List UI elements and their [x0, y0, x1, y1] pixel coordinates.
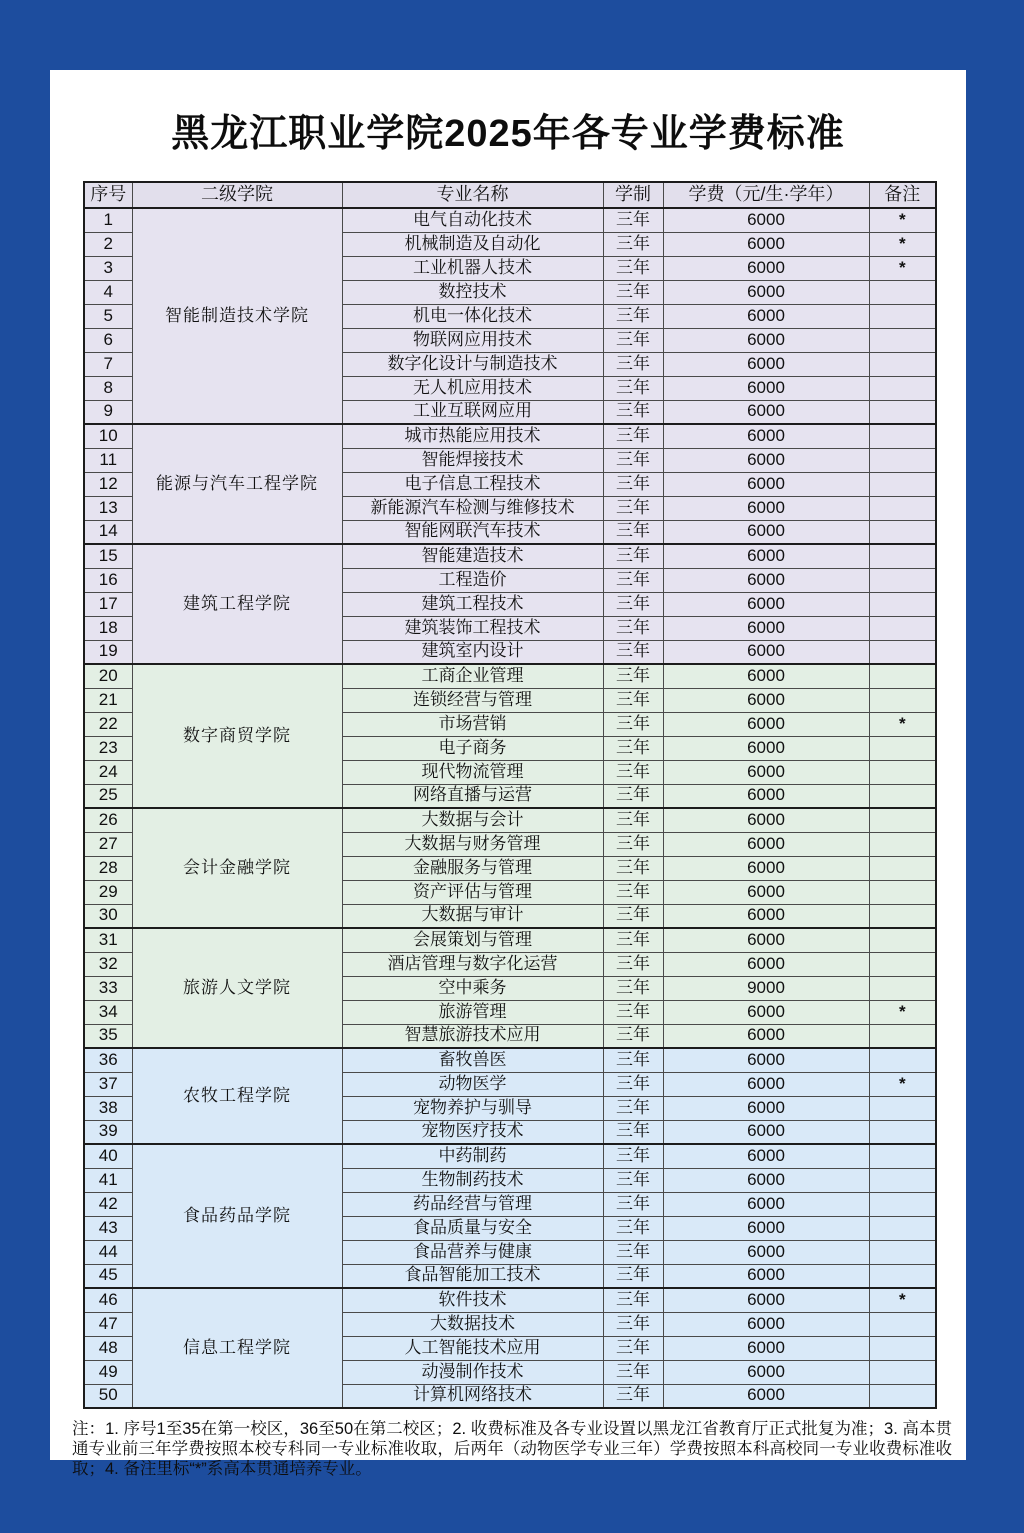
row-index: 37 [84, 1072, 132, 1096]
note-mark [869, 1336, 936, 1360]
fee-amount: 6000 [663, 1264, 869, 1288]
row-index: 40 [84, 1144, 132, 1168]
row-index: 48 [84, 1336, 132, 1360]
duration: 三年 [603, 496, 663, 520]
row-index: 50 [84, 1384, 132, 1408]
row-index: 1 [84, 208, 132, 232]
major-name: 中药制药 [342, 1144, 603, 1168]
note-mark [869, 496, 936, 520]
row-index: 9 [84, 400, 132, 424]
fee-amount: 6000 [663, 304, 869, 328]
college-name: 建筑工程学院 [132, 544, 342, 664]
row-index: 19 [84, 640, 132, 664]
row-index: 43 [84, 1216, 132, 1240]
duration: 三年 [603, 1360, 663, 1384]
major-name: 工业互联网应用 [342, 400, 603, 424]
fee-amount: 6000 [663, 424, 869, 448]
note-mark [869, 280, 936, 304]
row-index: 45 [84, 1264, 132, 1288]
table-row [84, 1048, 936, 1072]
duration: 三年 [603, 832, 663, 856]
major-name: 城市热能应用技术 [342, 424, 603, 448]
row-index: 22 [84, 712, 132, 736]
fee-table-body [84, 208, 936, 1408]
header-fee: 学费（元/生·学年） [663, 182, 869, 208]
note-mark [869, 1168, 936, 1192]
major-name: 旅游管理 [342, 1000, 603, 1024]
row-index: 26 [84, 808, 132, 832]
row-index: 21 [84, 688, 132, 712]
duration: 三年 [603, 1096, 663, 1120]
major-name: 软件技术 [342, 1288, 603, 1312]
row-index: 20 [84, 664, 132, 688]
major-name: 宠物医疗技术 [342, 1120, 603, 1144]
row-index: 3 [84, 256, 132, 280]
fee-amount: 6000 [663, 328, 869, 352]
college-name: 农牧工程学院 [132, 1048, 342, 1144]
fee-amount: 6000 [663, 1384, 869, 1408]
row-index: 17 [84, 592, 132, 616]
major-name: 生物制药技术 [342, 1168, 603, 1192]
fee-amount: 6000 [663, 496, 869, 520]
note-mark [869, 400, 936, 424]
fee-amount: 6000 [663, 808, 869, 832]
duration: 三年 [603, 1336, 663, 1360]
duration: 三年 [603, 352, 663, 376]
duration: 三年 [603, 568, 663, 592]
fee-amount: 6000 [663, 1024, 869, 1048]
fee-amount: 6000 [663, 1312, 869, 1336]
row-index: 8 [84, 376, 132, 400]
note-mark [869, 520, 936, 544]
fee-amount: 6000 [663, 952, 869, 976]
table-row [84, 424, 936, 448]
fee-amount: 6000 [663, 280, 869, 304]
note-mark [869, 1264, 936, 1288]
footnote: 注：1. 序号1至35在第一校区，36至50在第二校区；2. 收费标准及各专业设置以黑龙江省教育厅正式批复为准；3. 高本贯通专业前三年学费按照本校专科同一专业标准收取，后两年（动物医学专业三年）学费按照本科高校同一专业收费标准收取；4. 备注里标“*”系高本贯通培养专业。 [72, 1420, 952, 1479]
fee-amount: 6000 [663, 592, 869, 616]
header-index: 序号 [84, 182, 132, 208]
row-index: 29 [84, 880, 132, 904]
duration: 三年 [603, 544, 663, 568]
major-name: 物联网应用技术 [342, 328, 603, 352]
major-name: 宠物养护与驯导 [342, 1096, 603, 1120]
major-name: 建筑室内设计 [342, 640, 603, 664]
college-name: 能源与汽车工程学院 [132, 424, 342, 544]
row-index: 14 [84, 520, 132, 544]
major-name: 食品智能加工技术 [342, 1264, 603, 1288]
duration: 三年 [603, 424, 663, 448]
row-index: 7 [84, 352, 132, 376]
fee-amount: 6000 [663, 904, 869, 928]
table-row [84, 808, 936, 832]
note-mark [869, 328, 936, 352]
row-index: 11 [84, 448, 132, 472]
fee-amount: 6000 [663, 856, 869, 880]
note-mark [869, 736, 936, 760]
row-index: 33 [84, 976, 132, 1000]
table-row [84, 664, 936, 688]
header-major: 专业名称 [342, 182, 603, 208]
row-index: 2 [84, 232, 132, 256]
fee-table-header [84, 182, 936, 208]
note-mark [869, 376, 936, 400]
duration: 三年 [603, 448, 663, 472]
fee-amount: 6000 [663, 1240, 869, 1264]
major-name: 畜牧兽医 [342, 1048, 603, 1072]
note-mark: * [869, 1000, 936, 1024]
major-name: 电子信息工程技术 [342, 472, 603, 496]
note-mark: * [869, 232, 936, 256]
major-name: 无人机应用技术 [342, 376, 603, 400]
row-index: 12 [84, 472, 132, 496]
major-name: 电子商务 [342, 736, 603, 760]
row-index: 44 [84, 1240, 132, 1264]
note-mark [869, 832, 936, 856]
major-name: 空中乘务 [342, 976, 603, 1000]
duration: 三年 [603, 400, 663, 424]
duration: 三年 [603, 1144, 663, 1168]
note-mark [869, 1192, 936, 1216]
major-name: 数控技术 [342, 280, 603, 304]
major-name: 大数据与审计 [342, 904, 603, 928]
duration: 三年 [603, 1000, 663, 1024]
note-mark [869, 1024, 936, 1048]
fee-amount: 6000 [663, 1000, 869, 1024]
major-name: 计算机网络技术 [342, 1384, 603, 1408]
row-index: 23 [84, 736, 132, 760]
row-index: 49 [84, 1360, 132, 1384]
duration: 三年 [603, 664, 663, 688]
fee-amount: 6000 [663, 1192, 869, 1216]
row-index: 6 [84, 328, 132, 352]
table-row [84, 544, 936, 568]
fee-amount: 6000 [663, 448, 869, 472]
row-index: 5 [84, 304, 132, 328]
fee-amount: 9000 [663, 976, 869, 1000]
duration: 三年 [603, 1168, 663, 1192]
duration: 三年 [603, 1240, 663, 1264]
row-index: 24 [84, 760, 132, 784]
college-name: 食品药品学院 [132, 1144, 342, 1288]
major-name: 资产评估与管理 [342, 880, 603, 904]
row-index: 18 [84, 616, 132, 640]
college-name: 数字商贸学院 [132, 664, 342, 808]
major-name: 现代物流管理 [342, 760, 603, 784]
duration: 三年 [603, 736, 663, 760]
major-name: 动物医学 [342, 1072, 603, 1096]
duration: 三年 [603, 880, 663, 904]
note-mark [869, 424, 936, 448]
major-name: 智能建造技术 [342, 544, 603, 568]
duration: 三年 [603, 1072, 663, 1096]
header-college: 二级学院 [132, 182, 342, 208]
fee-amount: 6000 [663, 400, 869, 424]
duration: 三年 [603, 304, 663, 328]
row-index: 39 [84, 1120, 132, 1144]
note-mark [869, 1384, 936, 1408]
major-name: 智能网联汽车技术 [342, 520, 603, 544]
note-mark: * [869, 1072, 936, 1096]
major-name: 工商企业管理 [342, 664, 603, 688]
note-mark [869, 664, 936, 688]
duration: 三年 [603, 784, 663, 808]
major-name: 食品营养与健康 [342, 1240, 603, 1264]
fee-amount: 6000 [663, 232, 869, 256]
fee-amount: 6000 [663, 760, 869, 784]
major-name: 建筑装饰工程技术 [342, 616, 603, 640]
major-name: 机械制造及自动化 [342, 232, 603, 256]
duration: 三年 [603, 1216, 663, 1240]
fee-amount: 6000 [663, 880, 869, 904]
note-mark [869, 856, 936, 880]
duration: 三年 [603, 1024, 663, 1048]
note-mark [869, 760, 936, 784]
note-mark [869, 1120, 936, 1144]
major-name: 建筑工程技术 [342, 592, 603, 616]
note-mark [869, 952, 936, 976]
duration: 三年 [603, 616, 663, 640]
major-name: 市场营销 [342, 712, 603, 736]
table-row [84, 208, 936, 232]
fee-amount: 6000 [663, 928, 869, 952]
row-index: 28 [84, 856, 132, 880]
table-row [84, 1288, 936, 1312]
table-row [84, 928, 936, 952]
row-index: 36 [84, 1048, 132, 1072]
major-name: 连锁经营与管理 [342, 688, 603, 712]
fee-amount: 6000 [663, 1288, 869, 1312]
note-mark [869, 928, 936, 952]
row-index: 13 [84, 496, 132, 520]
header-row [84, 182, 936, 208]
note-mark: * [869, 712, 936, 736]
fee-amount: 6000 [663, 256, 869, 280]
duration: 三年 [603, 472, 663, 496]
note-mark [869, 976, 936, 1000]
major-name: 大数据技术 [342, 1312, 603, 1336]
note-mark [869, 1048, 936, 1072]
fee-amount: 6000 [663, 736, 869, 760]
page-title: 黑龙江职业学院2025年各专业学费标准 [171, 113, 845, 155]
fee-amount: 6000 [663, 520, 869, 544]
duration: 三年 [603, 856, 663, 880]
row-index: 32 [84, 952, 132, 976]
fee-amount: 6000 [663, 832, 869, 856]
note-mark [869, 304, 936, 328]
duration: 三年 [603, 760, 663, 784]
duration: 三年 [603, 328, 663, 352]
duration: 三年 [603, 1120, 663, 1144]
major-name: 工业机器人技术 [342, 256, 603, 280]
fee-amount: 6000 [663, 1072, 869, 1096]
note-mark [869, 352, 936, 376]
note-mark [869, 592, 936, 616]
college-name: 旅游人文学院 [132, 928, 342, 1048]
note-mark [869, 1240, 936, 1264]
note-mark [869, 472, 936, 496]
fee-amount: 6000 [663, 352, 869, 376]
row-index: 35 [84, 1024, 132, 1048]
note-mark [869, 640, 936, 664]
duration: 三年 [603, 976, 663, 1000]
fee-amount: 6000 [663, 472, 869, 496]
note-mark [869, 448, 936, 472]
duration: 三年 [603, 1288, 663, 1312]
header-note: 备注 [869, 182, 936, 208]
row-index: 31 [84, 928, 132, 952]
duration: 三年 [603, 688, 663, 712]
row-index: 47 [84, 1312, 132, 1336]
content-card [50, 70, 966, 1479]
fee-amount: 6000 [663, 1216, 869, 1240]
duration: 三年 [603, 208, 663, 232]
fee-amount: 6000 [663, 568, 869, 592]
duration: 三年 [603, 280, 663, 304]
fee-amount: 6000 [663, 1096, 869, 1120]
major-name: 大数据与财务管理 [342, 832, 603, 856]
note-mark [869, 1144, 936, 1168]
major-name: 数字化设计与制造技术 [342, 352, 603, 376]
note-mark [869, 1312, 936, 1336]
duration: 三年 [603, 808, 663, 832]
row-index: 30 [84, 904, 132, 928]
fee-amount: 6000 [663, 712, 869, 736]
note-mark: * [869, 256, 936, 280]
fee-amount: 6000 [663, 1144, 869, 1168]
duration: 三年 [603, 1048, 663, 1072]
note-mark [869, 784, 936, 808]
major-name: 大数据与会计 [342, 808, 603, 832]
duration: 三年 [603, 232, 663, 256]
major-name: 电气自动化技术 [342, 208, 603, 232]
row-index: 4 [84, 280, 132, 304]
duration: 三年 [603, 1264, 663, 1288]
duration: 三年 [603, 592, 663, 616]
note-mark [869, 568, 936, 592]
college-name: 信息工程学院 [132, 1288, 342, 1408]
note-mark [869, 808, 936, 832]
fee-amount: 6000 [663, 1360, 869, 1384]
duration: 三年 [603, 256, 663, 280]
duration: 三年 [603, 904, 663, 928]
fee-amount: 6000 [663, 784, 869, 808]
row-index: 27 [84, 832, 132, 856]
duration: 三年 [603, 520, 663, 544]
row-index: 16 [84, 568, 132, 592]
header-duration: 学制 [603, 182, 663, 208]
fee-amount: 6000 [663, 1336, 869, 1360]
major-name: 智慧旅游技术应用 [342, 1024, 603, 1048]
major-name: 机电一体化技术 [342, 304, 603, 328]
note-mark [869, 880, 936, 904]
fee-table [83, 181, 937, 1409]
fee-amount: 6000 [663, 664, 869, 688]
fee-amount: 6000 [663, 688, 869, 712]
note-mark: * [869, 1288, 936, 1312]
major-name: 药品经营与管理 [342, 1192, 603, 1216]
note-mark: * [869, 208, 936, 232]
duration: 三年 [603, 1384, 663, 1408]
major-name: 食品质量与安全 [342, 1216, 603, 1240]
fee-amount: 6000 [663, 208, 869, 232]
note-mark [869, 1360, 936, 1384]
fee-amount: 6000 [663, 616, 869, 640]
major-name: 人工智能技术应用 [342, 1336, 603, 1360]
duration: 三年 [603, 1192, 663, 1216]
note-mark [869, 544, 936, 568]
fee-amount: 6000 [663, 640, 869, 664]
fee-amount: 6000 [663, 376, 869, 400]
note-mark [869, 616, 936, 640]
major-name: 动漫制作技术 [342, 1360, 603, 1384]
duration: 三年 [603, 640, 663, 664]
major-name: 网络直播与运营 [342, 784, 603, 808]
fee-amount: 6000 [663, 1120, 869, 1144]
duration: 三年 [603, 928, 663, 952]
major-name: 新能源汽车检测与维修技术 [342, 496, 603, 520]
duration: 三年 [603, 376, 663, 400]
row-index: 15 [84, 544, 132, 568]
row-index: 10 [84, 424, 132, 448]
major-name: 智能焊接技术 [342, 448, 603, 472]
note-mark [869, 1096, 936, 1120]
fee-amount: 6000 [663, 1168, 869, 1192]
row-index: 34 [84, 1000, 132, 1024]
row-index: 42 [84, 1192, 132, 1216]
major-name: 工程造价 [342, 568, 603, 592]
note-mark [869, 688, 936, 712]
fee-amount: 6000 [663, 544, 869, 568]
note-mark [869, 1216, 936, 1240]
major-name: 酒店管理与数字化运营 [342, 952, 603, 976]
duration: 三年 [603, 952, 663, 976]
college-name: 智能制造技术学院 [132, 208, 342, 424]
duration: 三年 [603, 1312, 663, 1336]
table-row [84, 1144, 936, 1168]
major-name: 金融服务与管理 [342, 856, 603, 880]
row-index: 46 [84, 1288, 132, 1312]
row-index: 25 [84, 784, 132, 808]
duration: 三年 [603, 712, 663, 736]
row-index: 41 [84, 1168, 132, 1192]
major-name: 会展策划与管理 [342, 928, 603, 952]
college-name: 会计金融学院 [132, 808, 342, 928]
row-index: 38 [84, 1096, 132, 1120]
note-mark [869, 904, 936, 928]
fee-amount: 6000 [663, 1048, 869, 1072]
